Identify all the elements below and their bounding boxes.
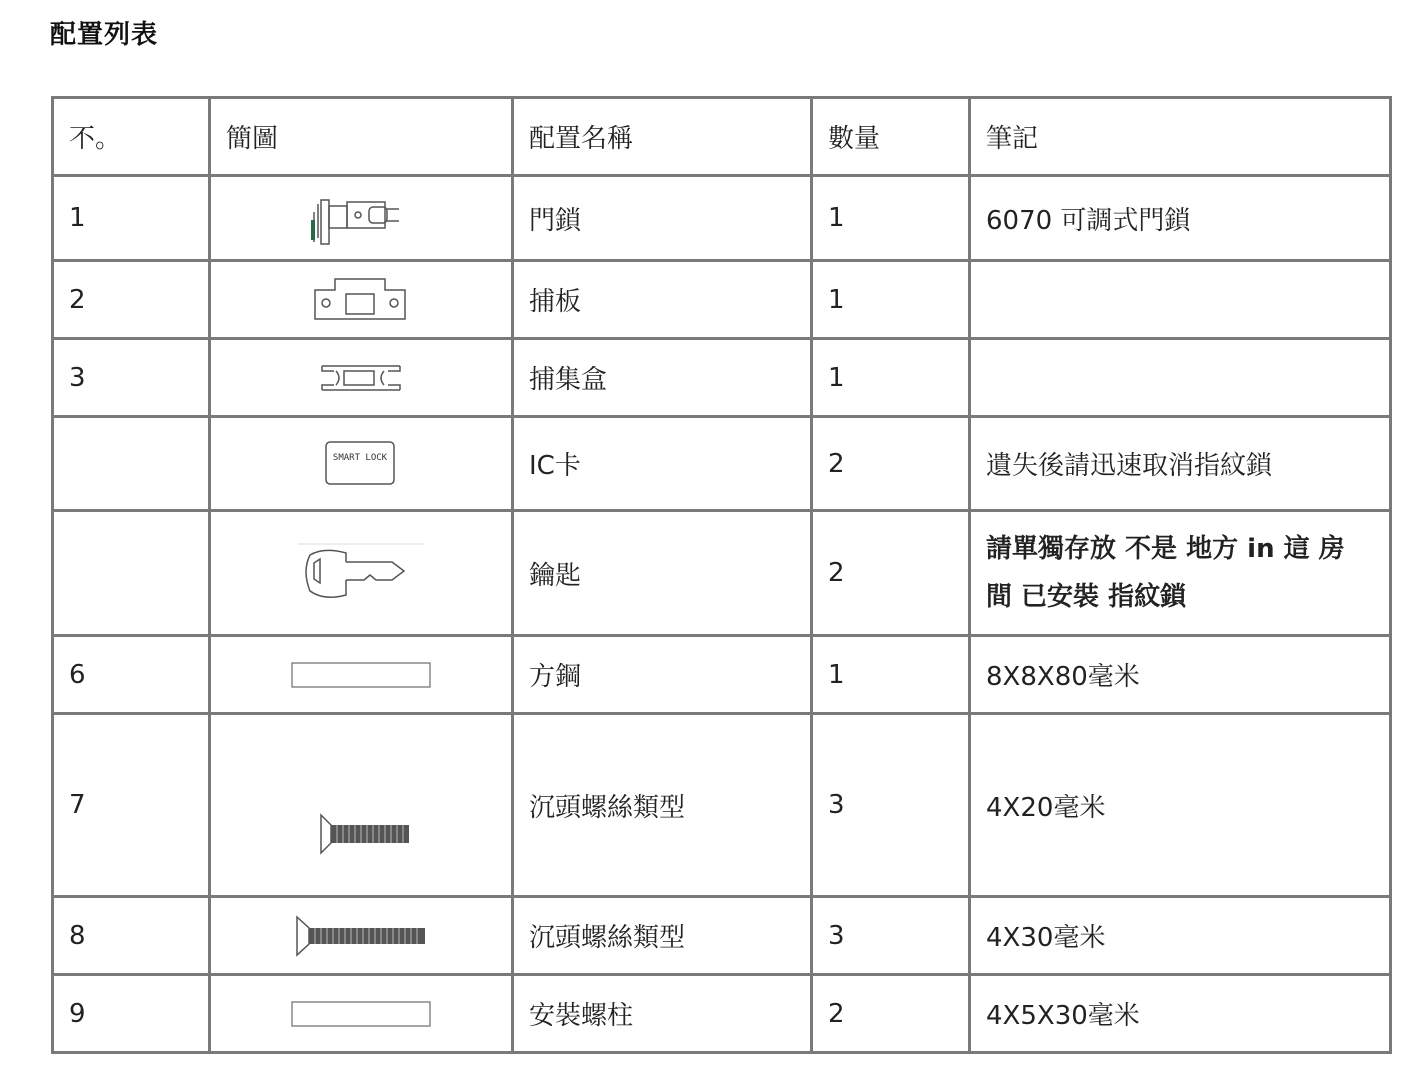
row-quantity: 1 bbox=[812, 339, 970, 417]
row-config-name: 捕集盒 bbox=[513, 339, 812, 417]
row-config-name: 沉頭螺絲類型 bbox=[513, 714, 812, 897]
row-no: 2 bbox=[53, 261, 210, 339]
page-title: 配置列表 bbox=[50, 20, 159, 50]
countersunk-screw-short-icon bbox=[309, 715, 413, 895]
row-config-name: 鑰匙 bbox=[513, 511, 812, 636]
table-row bbox=[53, 714, 1391, 897]
header-notes: 筆記 bbox=[970, 98, 1391, 176]
header-diagram: 簡圖 bbox=[210, 98, 513, 176]
row-diagram bbox=[210, 511, 513, 636]
row-no: 8 bbox=[53, 897, 210, 975]
row-no bbox=[53, 511, 210, 636]
row-note: 遺失後請迅速取消指紋鎖 bbox=[970, 417, 1391, 511]
strike-box-icon bbox=[316, 360, 406, 396]
table-row bbox=[53, 176, 1391, 261]
row-config-name: IC卡 bbox=[513, 417, 812, 511]
row-no: 1 bbox=[53, 176, 210, 261]
row-quantity: 1 bbox=[812, 636, 970, 714]
mounting-stud-icon bbox=[290, 999, 432, 1029]
row-diagram bbox=[210, 261, 513, 339]
row-diagram bbox=[210, 714, 513, 897]
ic-card-icon bbox=[324, 438, 398, 490]
countersunk-screw-long-icon bbox=[293, 913, 429, 959]
row-note: 4X5X30毫米 bbox=[970, 975, 1391, 1053]
row-quantity: 3 bbox=[812, 897, 970, 975]
row-no bbox=[53, 417, 210, 511]
row-diagram bbox=[210, 897, 513, 975]
row-quantity: 1 bbox=[812, 176, 970, 261]
square-steel-icon bbox=[290, 660, 432, 690]
row-note: 6070 可調式門鎖 bbox=[970, 176, 1391, 261]
configuration-table bbox=[51, 96, 1392, 1054]
header-config-name: 配置名稱 bbox=[513, 98, 812, 176]
row-no: 3 bbox=[53, 339, 210, 417]
table-row bbox=[53, 636, 1391, 714]
row-note: 4X30毫米 bbox=[970, 897, 1391, 975]
row-no: 6 bbox=[53, 636, 210, 714]
row-no: 7 bbox=[53, 714, 210, 897]
row-note: 請單獨存放 不是 地方 in 這 房間 已安裝 指紋鎖 bbox=[970, 511, 1391, 636]
row-quantity: 2 bbox=[812, 417, 970, 511]
table-row bbox=[53, 511, 1391, 636]
table-row bbox=[53, 897, 1391, 975]
row-diagram bbox=[210, 176, 513, 261]
header-no: 不。 bbox=[53, 98, 210, 176]
row-note bbox=[970, 261, 1391, 339]
table-row bbox=[53, 417, 1391, 511]
row-note: 8X8X80毫米 bbox=[970, 636, 1391, 714]
row-diagram bbox=[210, 975, 513, 1053]
row-config-name: 沉頭螺絲類型 bbox=[513, 897, 812, 975]
row-diagram bbox=[210, 636, 513, 714]
table-header-row bbox=[53, 98, 1391, 176]
row-config-name: 安裝螺柱 bbox=[513, 975, 812, 1053]
row-quantity: 1 bbox=[812, 261, 970, 339]
door-latch-icon bbox=[301, 190, 421, 246]
row-quantity: 2 bbox=[812, 511, 970, 636]
ic-card-label: SMART LOCK bbox=[332, 452, 388, 463]
header-quantity: 數量 bbox=[812, 98, 970, 176]
row-config-name: 門鎖 bbox=[513, 176, 812, 261]
table-row bbox=[53, 339, 1391, 417]
row-diagram bbox=[210, 417, 513, 511]
row-config-name: 方鋼 bbox=[513, 636, 812, 714]
row-note bbox=[970, 339, 1391, 417]
key-icon bbox=[296, 541, 426, 605]
row-quantity: 2 bbox=[812, 975, 970, 1053]
row-no: 9 bbox=[53, 975, 210, 1053]
table-row bbox=[53, 975, 1391, 1053]
strike-plate-icon bbox=[311, 276, 411, 324]
table-row bbox=[53, 261, 1391, 339]
row-config-name: 捕板 bbox=[513, 261, 812, 339]
row-quantity: 3 bbox=[812, 714, 970, 897]
row-diagram bbox=[210, 339, 513, 417]
row-note: 4X20毫米 bbox=[970, 714, 1391, 897]
